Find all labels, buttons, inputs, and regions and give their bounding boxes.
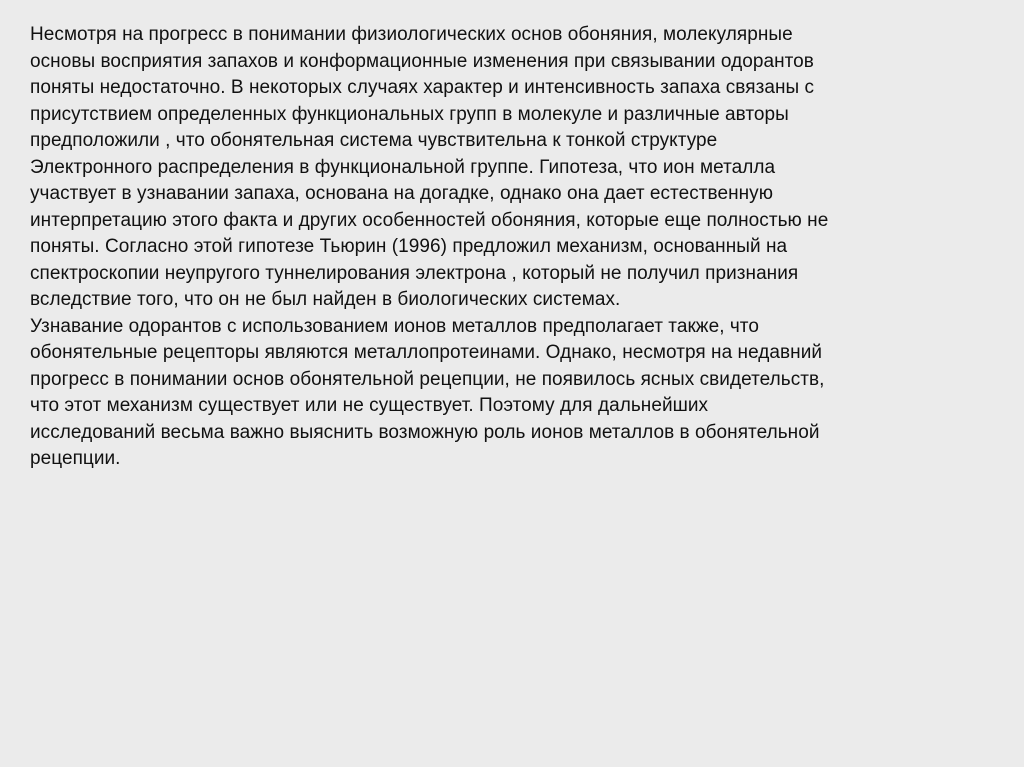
document-text [30,22,998,473]
paragraph-1: Несмотря на прогресс в понимании физиологических основ обоняния, молекулярные основы восприятия запахов и конформационные изменения при связывании одорантов поняты недостаточно. В некоторых случаях характер и интенсивность запаха связаны с присутствием определенных функциональных групп в молекуле и различные авторы предположили , что обонятельная система чувствительна к тонкой структуре Электронного распределения в функциональной группе. Гипотеза, что ион металла участвует в узнавании запаха, основана на догадке, однако она дает естественную интерпретацию этого факта и других особенностей обоняния, которые еще полностью не поняты. Согласно этой гипотезе Тьюрин (1996) предложил механизм, основанный на спектроскопии неупругого туннелирования электрона , который не получил признания вследствие того, что он не был найден в биологических системах. [30,24,829,310]
paragraph-2: Узнавание одорантов с использованием ионов металлов предполагает также, что обонятельные рецепторы являются металлопротеинами. Однако, несмотря на недавний прогресс в понимании основ обонятельной рецепции, не появилось ясных свидетельств, что этот механизм существует или не существует. Поэтому для дальнейших исследований весьма важно выяснить возможную роль ионов металлов в обонятельной рецепции. [30,315,825,469]
